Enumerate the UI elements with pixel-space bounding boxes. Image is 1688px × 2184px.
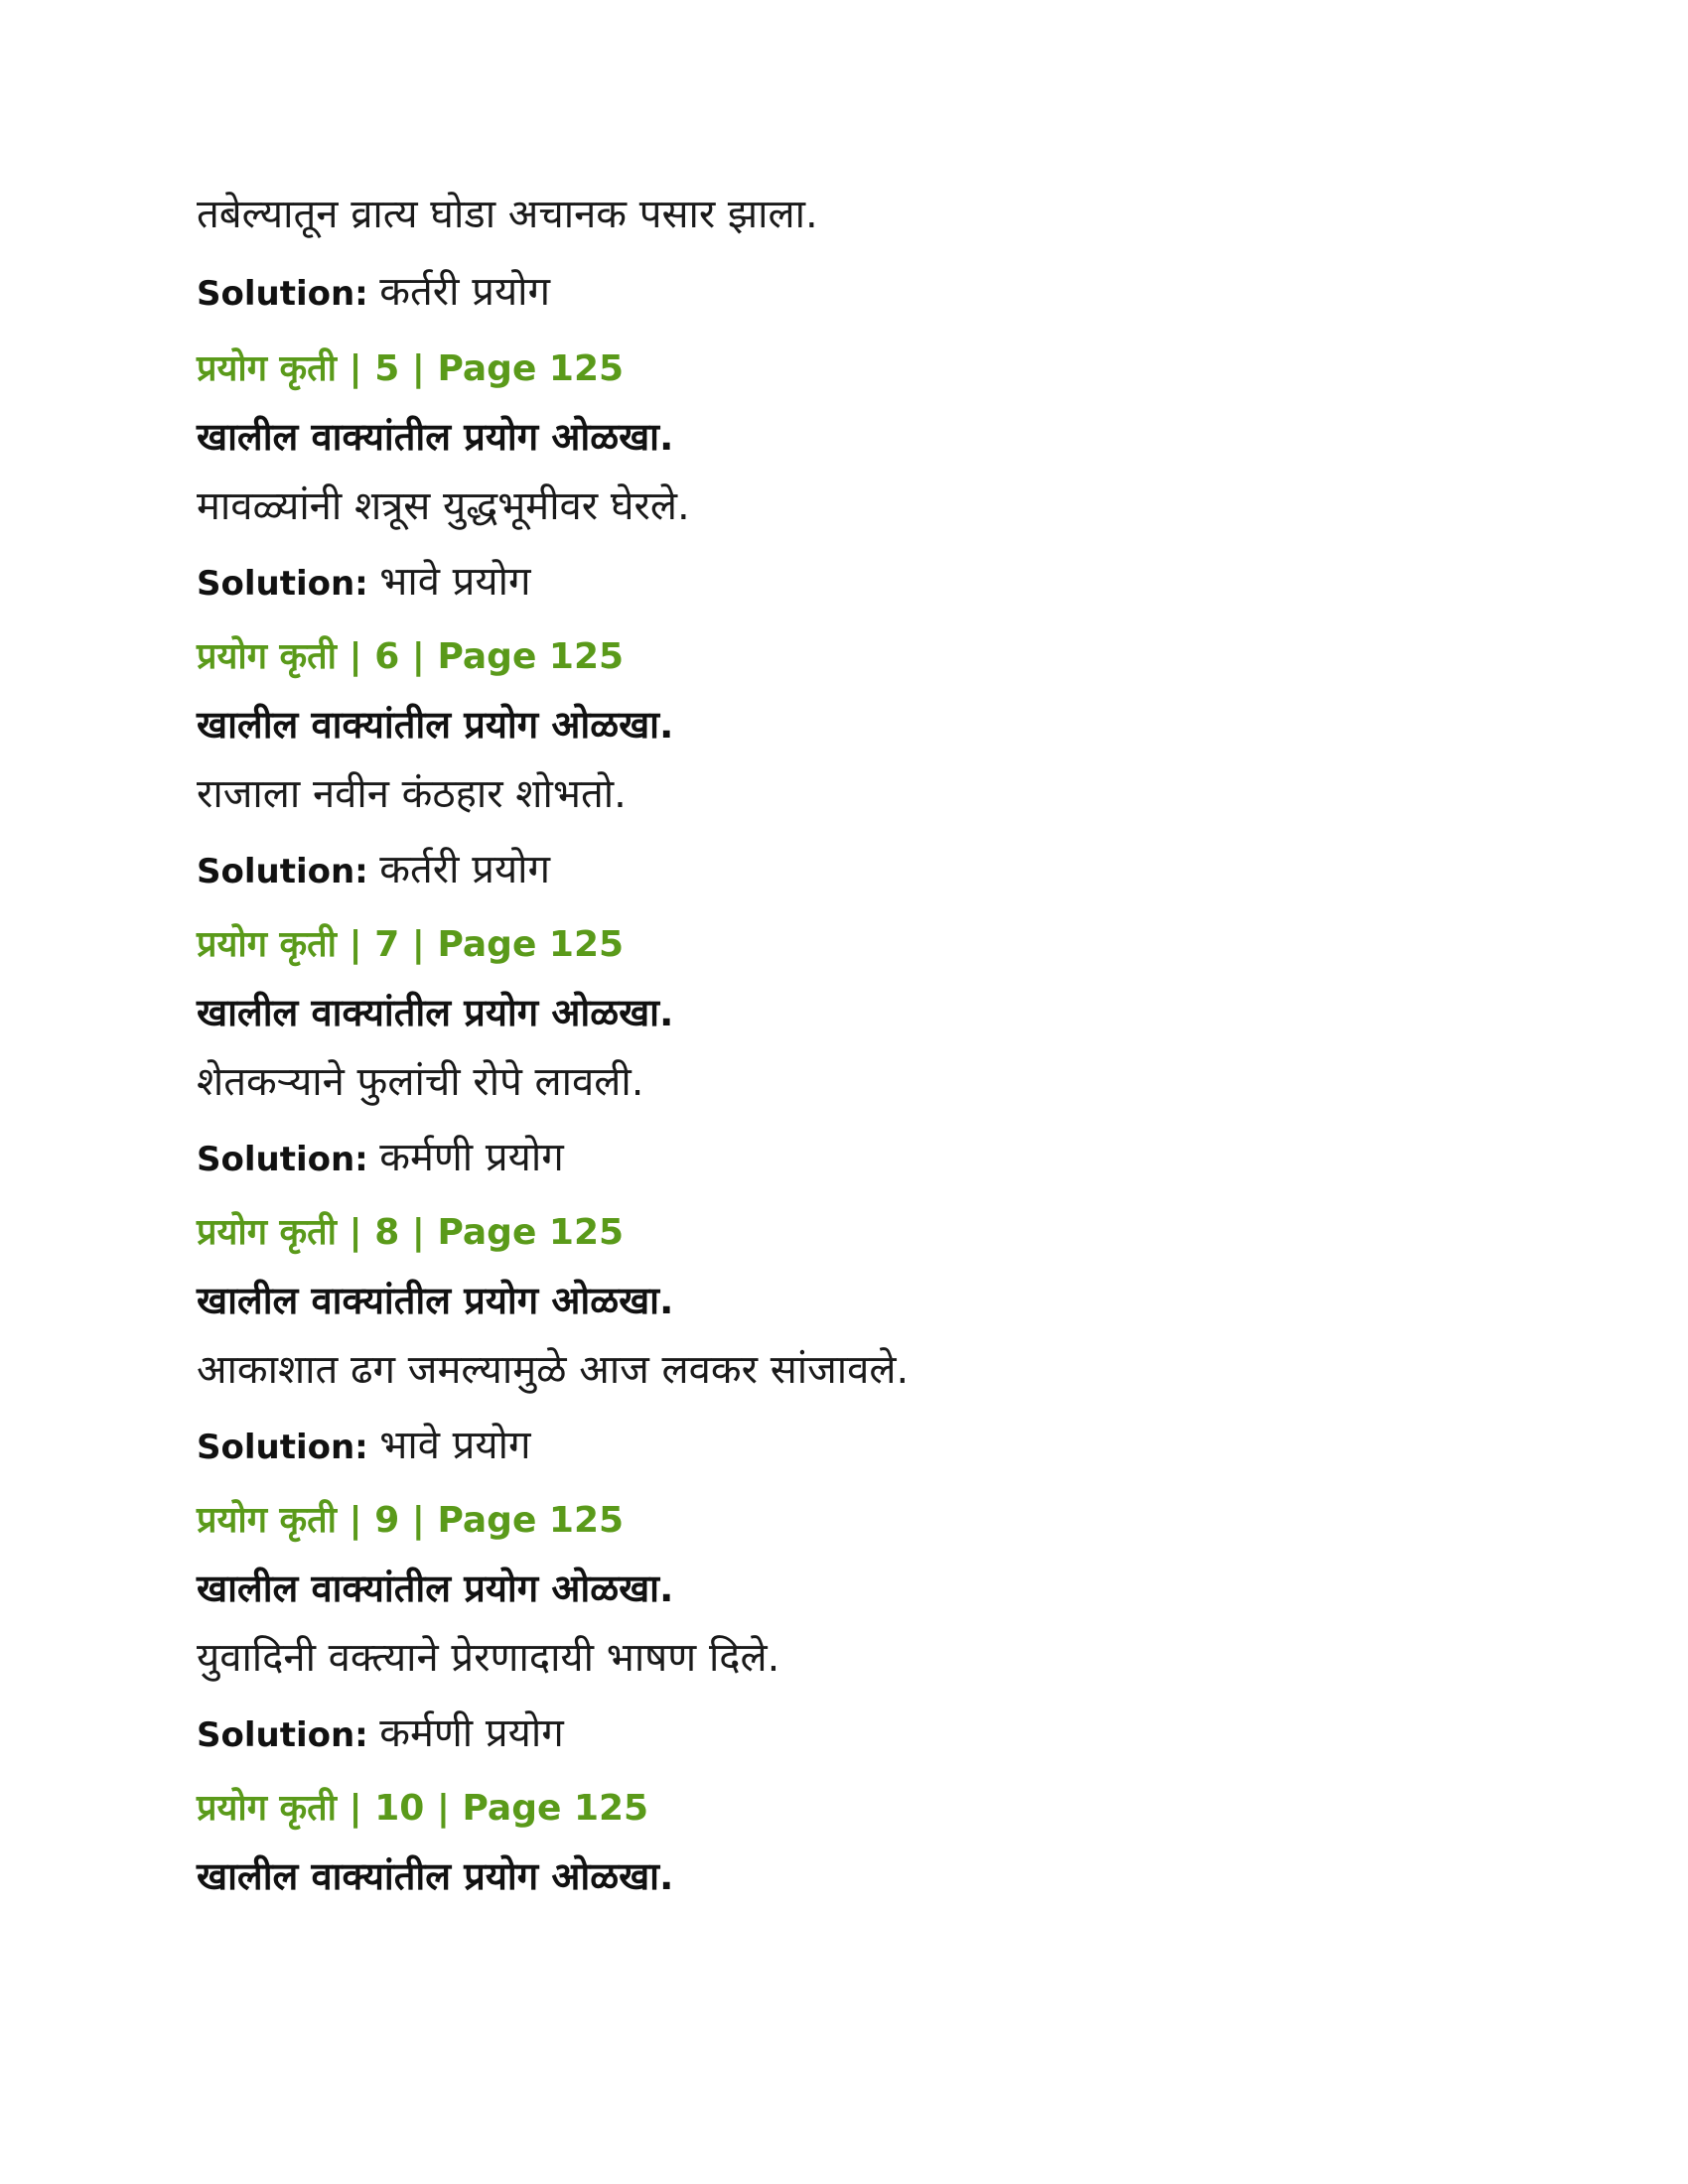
intro-solution [197,268,550,316]
solution-block [197,1422,531,1469]
solution-line [197,1709,564,1757]
question-heading-text: प्रयोग कृती | 10 | Page 125 [197,1788,649,1829]
question-sentence-block [197,1058,643,1106]
question-sentence-block [197,482,690,530]
question-sentence: युवादिनी वक्त्याने प्रेरणादायी भाषण दिले. [197,1635,780,1681]
solution-answer: कर्मणी प्रयोग [379,1135,564,1180]
solution-answer: कर्तरी प्रयोग [379,847,551,892]
question-instruction [197,415,673,461]
question-instruction [197,703,673,749]
question-heading-text: प्रयोग कृती | 5 | Page 125 [197,348,625,389]
solution-line [197,268,550,316]
question-sentence: आकाशात ढग जमल्यामुळे आज लवकर सांजावले. [197,1347,910,1393]
solution-label: Solution: [197,1428,368,1467]
question-sentence-block [197,770,627,818]
question-instruction [197,1279,673,1324]
solution-answer: कर्तरी प्रयोग [379,269,551,315]
question-heading [197,1211,624,1254]
question-heading [197,347,624,390]
question-sentence: शेतकऱ्याने फुलांची रोपे लावली. [197,1059,644,1105]
question-heading-text: प्रयोग कृती | 6 | Page 125 [197,636,625,677]
question-sentence: राजाला नवीन कंठहार शोभतो. [197,771,627,817]
solution-block [197,1134,564,1181]
question-heading-text: प्रयोग कृती | 8 | Page 125 [197,1212,625,1253]
solution-line [197,846,550,893]
solution-label: Solution: [197,274,368,314]
solution-label: Solution: [197,564,368,604]
instruction-text: खालील वाक्यांतील प्रयोग ओळखा. [197,1854,674,1898]
question-heading [197,635,624,678]
question-sentence-block [197,1346,909,1394]
instruction-text: खालील वाक्यांतील प्रयोग ओळखा. [197,703,674,747]
instruction-text: खालील वाक्यांतील प्रयोग ओळखा. [197,991,674,1034]
instruction-text: खालील वाक्यांतील प्रयोग ओळखा. [197,415,674,459]
instruction-text: खालील वाक्यांतील प्रयोग ओळखा. [197,1279,674,1322]
solution-answer: भावे प्रयोग [379,559,531,605]
solution-line [197,558,531,606]
solution-line [197,1134,564,1181]
question-instruction [197,1854,673,1900]
solution-block [197,846,550,893]
solution-answer: भावे प्रयोग [379,1423,531,1468]
question-heading [197,923,624,966]
question-sentence: तबेल्यातून व्रात्य घोडा अचानक पसार झाला. [197,192,818,237]
solution-answer: कर्मणी प्रयोग [379,1710,564,1756]
question-instruction [197,991,673,1036]
question-heading [197,1787,648,1830]
solution-label: Solution: [197,1140,368,1179]
instruction-text: खालील वाक्यांतील प्रयोग ओळखा. [197,1567,674,1610]
solution-line [197,1422,531,1469]
question-instruction [197,1567,673,1612]
question-heading [197,1499,624,1542]
solution-block [197,558,531,606]
question-heading-text: प्रयोग कृती | 9 | Page 125 [197,1500,625,1541]
solution-label: Solution: [197,1715,368,1755]
solution-label: Solution: [197,852,368,891]
intro-block [197,191,818,238]
question-sentence: मावळ्यांनी शत्रूस युद्धभूमीवर घेरले. [197,483,690,529]
solution-block [197,1709,564,1757]
question-heading-text: प्रयोग कृती | 7 | Page 125 [197,924,625,965]
question-sentence-block [197,1634,779,1682]
